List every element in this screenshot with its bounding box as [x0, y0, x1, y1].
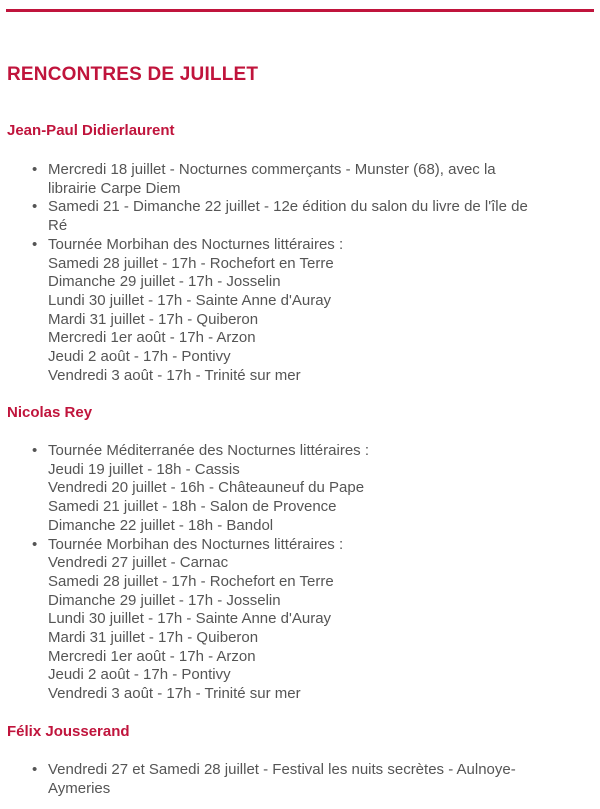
event-line: Tournée Morbihan des Nocturnes littéraires : — [48, 235, 344, 253]
event-line: librairie Carpe Diem — [48, 179, 181, 197]
event-item — [0, 198, 590, 235]
event-line: Mardi 31 juillet - 17h - Quiberon — [48, 629, 259, 647]
event-line: Tournée Morbihan des Nocturnes littéraires : — [48, 535, 344, 553]
event-item — [0, 236, 590, 386]
page-title: RENCONTRES DE JUILLET — [7, 64, 259, 85]
event-line: Mercredi 1er août - 17h - Arzon — [48, 647, 256, 665]
event-line: Dimanche 29 juillet - 17h - Josselin — [48, 273, 281, 291]
event-line: Vendredi 27 et Samedi 28 juillet - Festival les nuits secrètes - Aulnoye- — [48, 761, 516, 778]
bullet-icon: • — [32, 761, 38, 778]
event-list — [0, 161, 590, 385]
event-line: Mercredi 1er août - 17h - Arzon — [48, 329, 256, 347]
event-line: Lundi 30 juillet - 17h - Sainte Anne d'Auray — [48, 291, 332, 309]
event-line: Dimanche 29 juillet - 17h - Josselin — [48, 591, 281, 609]
event-line: Jeudi 2 août - 17h - Pontivy — [48, 348, 231, 366]
event-line: Tournée Méditerranée des Nocturnes littéraires : — [48, 442, 369, 459]
event-line: Mardi 31 juillet - 17h - Quiberon — [48, 310, 259, 328]
event-line: Lundi 30 juillet - 17h - Sainte Anne d'Auray — [48, 610, 332, 628]
event-line: Aymeries — [48, 779, 111, 797]
bullet-icon: • — [32, 235, 38, 253]
event-line: Vendredi 3 août - 17h - Trinité sur mer — [48, 366, 301, 384]
event-item — [0, 442, 590, 536]
top-divider — [6, 9, 594, 12]
event-item — [0, 761, 590, 798]
event-line: Samedi 28 juillet - 17h - Rochefort en Terre — [48, 254, 334, 272]
author-heading-nicolas-rey: Nicolas Rey — [7, 404, 93, 421]
event-line: Mercredi 18 juillet - Nocturnes commerçants - Munster (68), avec la — [48, 161, 496, 178]
event-line: Samedi 28 juillet - 17h - Rochefort en Terre — [48, 572, 334, 590]
event-line: Ré — [48, 217, 68, 235]
bullet-icon: • — [32, 198, 38, 216]
event-line: Samedi 21 juillet - 18h - Salon de Provence — [48, 498, 337, 516]
author-heading-felix-jousserand: Félix Jousserand — [7, 723, 130, 740]
event-line: Vendredi 27 juillet - Carnac — [48, 554, 229, 572]
bullet-icon: • — [32, 442, 38, 459]
bullet-icon: • — [32, 535, 38, 553]
event-item — [0, 161, 590, 198]
event-list — [0, 442, 590, 704]
event-line: Samedi 21 - Dimanche 22 juillet - 12e édition du salon du livre de l'île de — [48, 198, 528, 216]
event-item — [0, 536, 590, 704]
event-list — [0, 761, 590, 798]
bullet-icon: • — [32, 161, 38, 178]
event-line: Dimanche 22 juillet - 18h - Bandol — [48, 516, 274, 534]
event-line: Jeudi 19 juillet - 18h - Cassis — [48, 460, 240, 478]
event-line: Vendredi 3 août - 17h - Trinité sur mer — [48, 685, 301, 703]
event-line: Vendredi 20 juillet - 16h - Châteauneuf du Pape — [48, 479, 365, 497]
author-heading-jean-paul-didierlaurent: Jean-Paul Didierlaurent — [7, 122, 175, 139]
event-line: Jeudi 2 août - 17h - Pontivy — [48, 666, 231, 684]
